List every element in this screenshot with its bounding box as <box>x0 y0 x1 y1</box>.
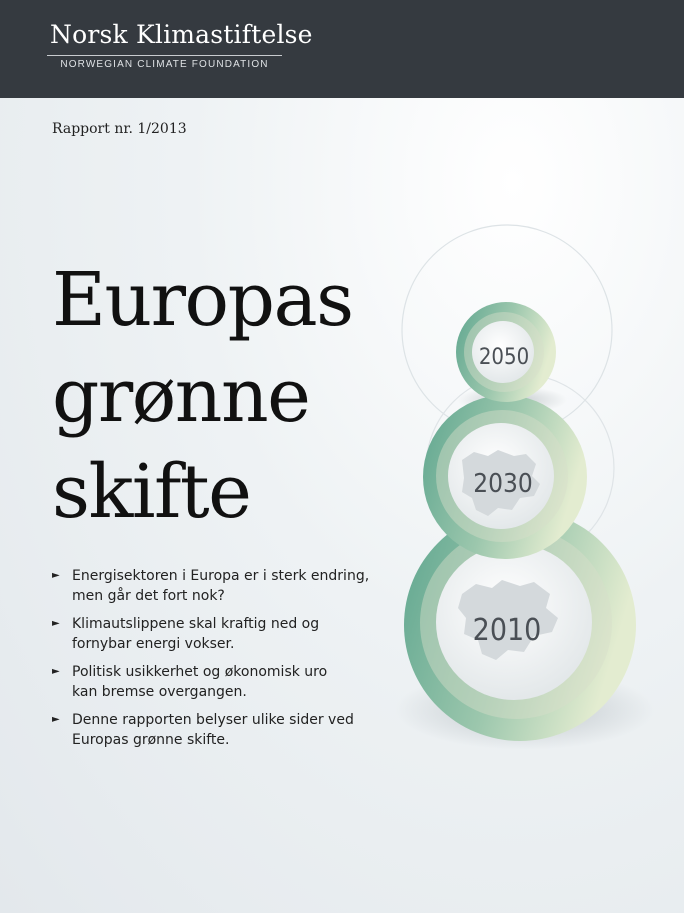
bullet-text: Politisk usikkerhet og økonomisk uro <box>72 664 328 680</box>
bullet-text: men går det fort nok? <box>72 588 225 604</box>
circle-2030 <box>423 395 587 559</box>
title-line: Europas <box>52 257 353 343</box>
title-line: skifte <box>52 449 251 535</box>
bullet-text: Europas grønne skifte. <box>72 732 230 748</box>
report-number: Rapport nr. 1/2013 <box>52 121 187 137</box>
title-line: grønne <box>52 353 310 439</box>
bullet-text: kan bremse overgangen. <box>72 684 247 700</box>
brand-name: Norsk Klimastiftelse <box>50 20 313 49</box>
year-label: 2030 <box>473 469 533 499</box>
bullet-arrow-icon: ► <box>52 666 60 677</box>
bullet-arrow-icon: ► <box>52 714 60 725</box>
circle-2050 <box>456 302 556 402</box>
bullet-text: Energisektoren i Europa er i sterk endring, <box>72 568 370 584</box>
year-label: 2050 <box>478 345 530 370</box>
bullet-text: Klimautslippene skal kraftig ned og <box>72 616 320 632</box>
brand-subtitle: NORWEGIAN CLIMATE FOUNDATION <box>60 59 269 70</box>
bullet-arrow-icon: ► <box>52 570 60 581</box>
bullet-arrow-icon: ► <box>52 618 60 629</box>
year-label: 2010 <box>472 613 542 648</box>
bullet-text: fornybar energi vokser. <box>72 636 235 652</box>
bullet-text: Denne rapporten belyser ulike sider ved <box>72 712 354 728</box>
